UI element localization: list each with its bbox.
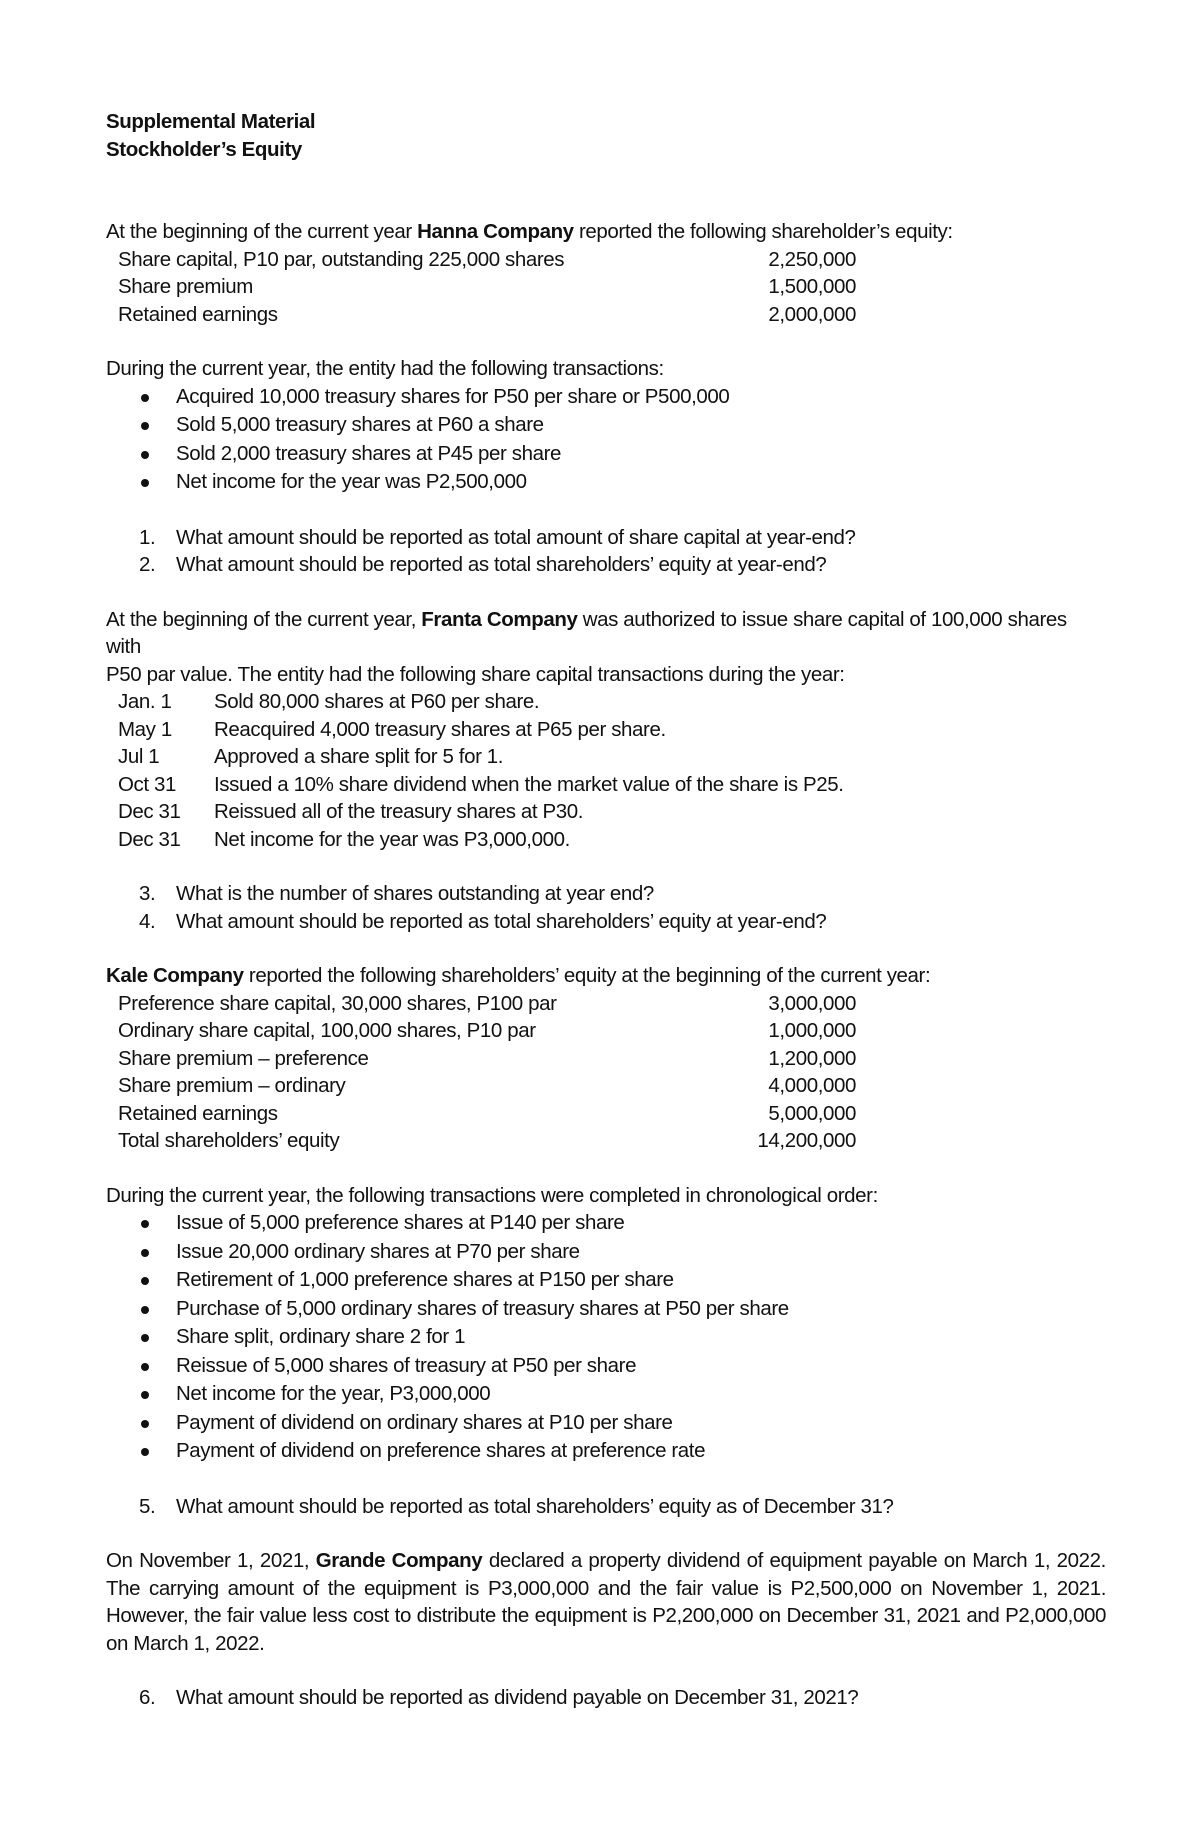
- list-item: Purchase of 5,000 ordinary shares of treasury shares at P50 per share: [106, 1295, 1106, 1324]
- equity-row: Retained earnings 5,000,000: [118, 1101, 856, 1125]
- kale-company-name: Kale Company: [106, 964, 244, 987]
- list-item: Net income for the year was P2,500,000: [106, 468, 1106, 497]
- franta-company-name: Franta Company: [421, 607, 578, 631]
- list-item: Payment of dividend on ordinary shares at P10 per share: [106, 1409, 1106, 1438]
- document-page: [106, 108, 1106, 1712]
- question-item: 5. What amount should be reported as total shareholders’ equity as of December 31?: [139, 1494, 894, 1518]
- list-item: Reissue of 5,000 shares of treasury at P50 per share: [106, 1352, 1106, 1381]
- doc-subtitle: Stockholder’s Equity: [106, 137, 302, 161]
- hanna-equity-table: [106, 246, 1106, 329]
- equity-row: Share premium 1,500,000: [118, 275, 856, 298]
- hanna-intro: At the beginning of the current year Hanna Company reported the following shareholder’s equity:: [106, 220, 953, 243]
- bullet-icon: [141, 1220, 149, 1228]
- kale-transaction-list: [106, 1209, 1106, 1466]
- equity-row: Retained earnings 2,000,000: [118, 302, 856, 326]
- timeline-row: Dec 31 Reissued all of the treasury shares at P30.: [118, 800, 584, 823]
- list-item: Acquired 10,000 treasury shares for P50 per share or P500,000: [106, 383, 1106, 412]
- timeline-row: Jan. 1 Sold 80,000 shares at P60 per share.: [118, 690, 540, 713]
- equity-row: Share capital, P10 par, outstanding 225,000 shares 2,250,000: [118, 247, 856, 271]
- franta-timeline: [106, 688, 1106, 853]
- bullet-icon: [141, 479, 149, 487]
- kale-equity-table: [106, 990, 1106, 1155]
- equity-row: Ordinary share capital, 100,000 shares, P10 par 1,000,000: [118, 1019, 856, 1042]
- list-item: Issue 20,000 ordinary shares at P70 per share: [106, 1238, 1106, 1267]
- bullet-icon: [141, 422, 149, 430]
- hanna-questions: [106, 524, 1106, 579]
- question-item: 6. What amount should be reported as dividend payable on December 31, 2021?: [139, 1686, 859, 1709]
- list-item: Payment of dividend on preference shares at preference rate: [106, 1437, 1106, 1466]
- kale-transactions-intro: During the current year, the following transactions were completed in chronological order:: [106, 1183, 878, 1207]
- question-item: 1. What amount should be reported as total amount of share capital at year-end?: [139, 525, 856, 549]
- hanna-transactions-intro: During the current year, the entity had the following transactions:: [106, 357, 664, 380]
- bullet-icon: [141, 1306, 149, 1314]
- list-item: Sold 5,000 treasury shares at P60 a share: [106, 411, 1106, 440]
- list-item: Net income for the year, P3,000,000: [106, 1380, 1106, 1409]
- bullet-icon: [141, 1420, 149, 1428]
- doc-title: Supplemental Material: [106, 110, 316, 133]
- hanna-section: [106, 218, 1106, 579]
- hanna-company-name: Hanna Company: [417, 220, 574, 243]
- grande-section: [106, 1547, 1106, 1712]
- list-item: Issue of 5,000 preference shares at P140 per share: [106, 1209, 1106, 1238]
- timeline-row: Dec 31 Net income for the year was P3,000,000.: [118, 827, 570, 851]
- franta-intro: At the beginning of the current year, Franta Company was authorized to issue share capital of 100,000 shares with: [106, 607, 1067, 658]
- list-item: Retirement of 1,000 preference shares at P150 per share: [106, 1266, 1106, 1295]
- bullet-icon: [141, 1391, 149, 1399]
- bullet-icon: [141, 1277, 149, 1285]
- bullet-icon: [141, 1334, 149, 1342]
- kale-questions: [106, 1493, 1106, 1521]
- question-item: 4. What amount should be reported as total shareholders’ equity at year-end?: [139, 909, 827, 933]
- timeline-row: May 1 Reacquired 4,000 treasury shares at P65 per share.: [118, 717, 666, 741]
- timeline-row: Jul 1 Approved a share split for 5 for 1.: [118, 745, 504, 768]
- equity-row: Share premium – ordinary 4,000,000: [118, 1074, 856, 1097]
- bullet-icon: [141, 1363, 149, 1371]
- grande-questions: [106, 1684, 1106, 1712]
- franta-intro-line2: P50 par value. The entity had the following share capital transactions during the year:: [106, 662, 845, 686]
- bullet-icon: [141, 1249, 149, 1257]
- equity-total-row: Total shareholders’ equity 14,200,000: [118, 1129, 856, 1152]
- grande-intro: On November 1, 2021, Grande Company declared a property dividend of equipment payable on March 1, 2022. The carrying amount of the equipment is P3,000,000 and the fair value is P2,500,000 on November 1, 2021. However, the fair value less cost to distribute the equipment is P2,200,000 on December 31, 2021 and P2,000,000 on March 1, 2022.: [106, 1549, 1106, 1655]
- equity-row: Share premium – preference 1,200,000: [118, 1046, 856, 1070]
- bullet-icon: [141, 1448, 149, 1456]
- bullet-icon: [141, 394, 149, 402]
- bullet-icon: [141, 451, 149, 459]
- question-item: 2. What amount should be reported as total shareholders’ equity at year-end?: [139, 553, 827, 576]
- franta-questions: [106, 880, 1106, 935]
- kale-intro: Kale Company reported the following shareholders’ equity at the beginning of the current year:: [106, 964, 931, 987]
- equity-row: Preference share capital, 30,000 shares, P100 par 3,000,000: [118, 991, 856, 1015]
- list-item: Sold 2,000 treasury shares at P45 per share: [106, 440, 1106, 469]
- list-item: Share split, ordinary share 2 for 1: [106, 1323, 1106, 1352]
- timeline-row: Oct 31 Issued a 10% share dividend when the market value of the share is P25.: [118, 772, 844, 796]
- franta-section: [106, 606, 1106, 936]
- kale-section: [106, 962, 1106, 1520]
- grande-company-name: Grande Company: [315, 1549, 483, 1572]
- question-item: 3. What is the number of shares outstanding at year end?: [139, 882, 654, 905]
- hanna-transaction-list: [106, 383, 1106, 497]
